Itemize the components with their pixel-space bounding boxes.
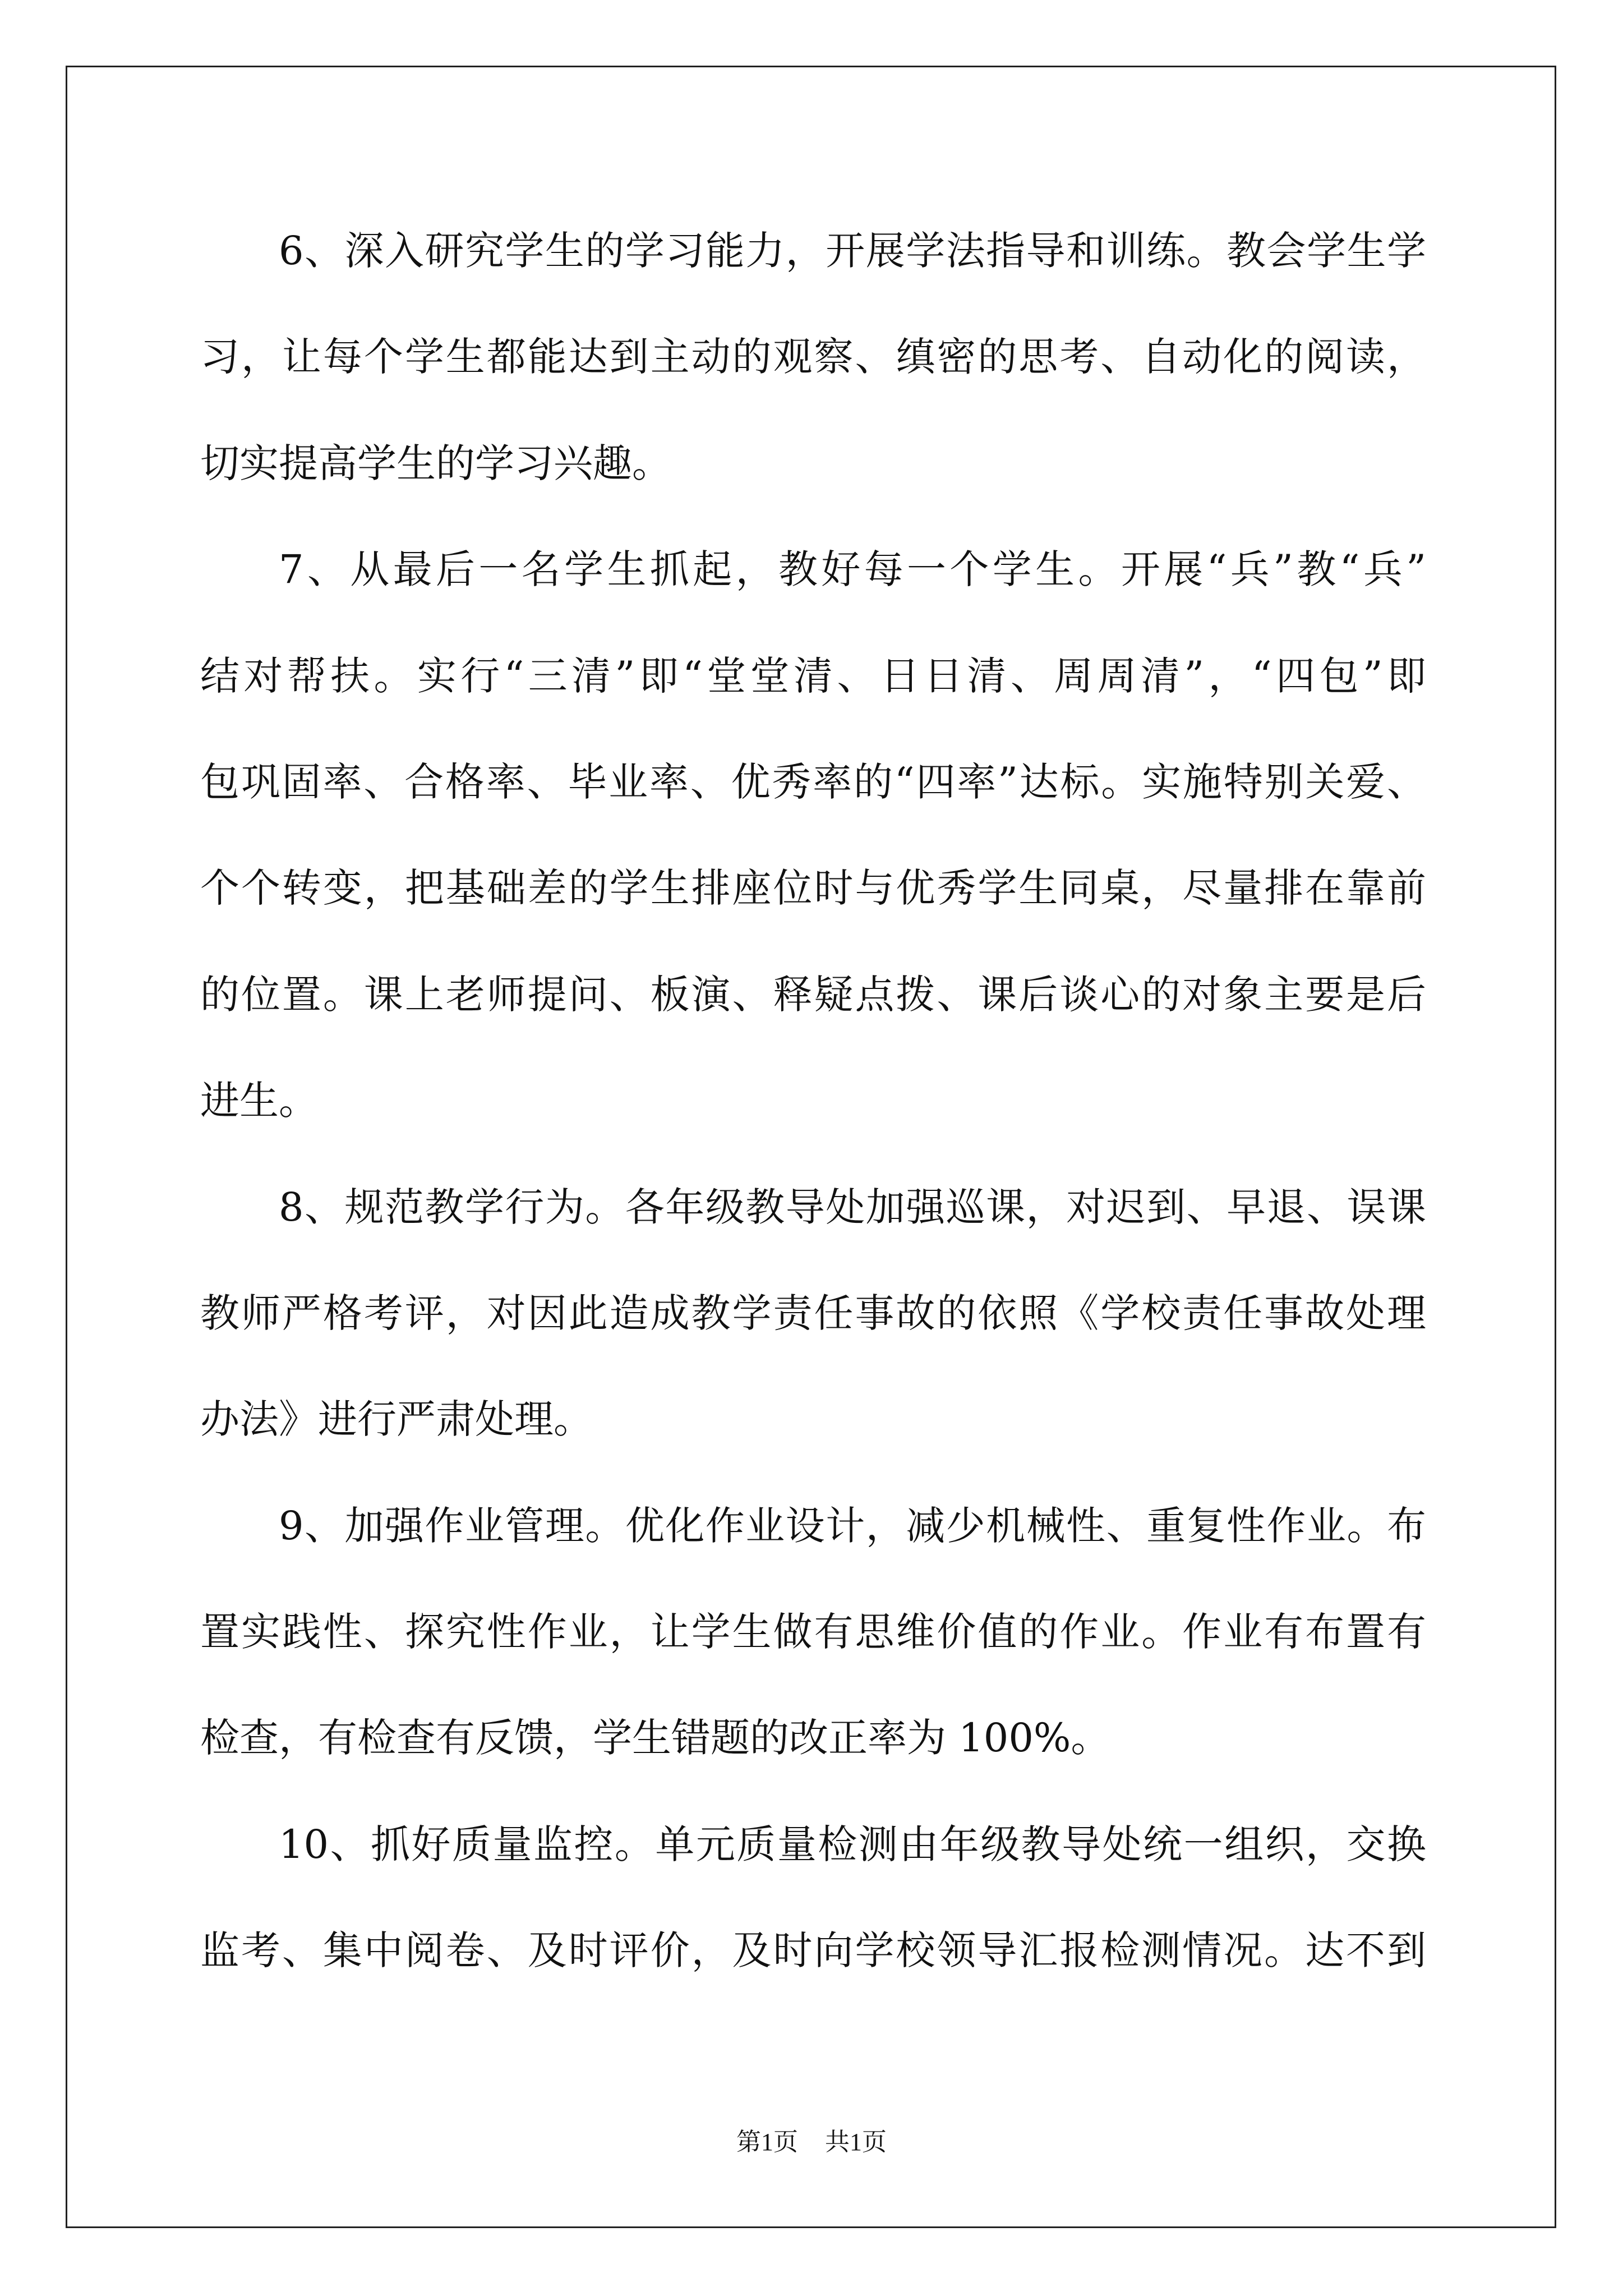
text-line: 包巩固率、合格率、毕业率、优秀率的“四率”达标。实施特别关爱、: [200, 758, 1426, 805]
text-line: 9、加强作业管理。优化作业设计，减少机械性、重复性作业。布: [279, 1502, 1426, 1549]
text-line: 切实提高学生的学习兴趣。: [200, 440, 671, 486]
paragraph-item-7: [200, 517, 1426, 1154]
text-line: 办法》进行严肃处理。: [200, 1396, 593, 1443]
text-line: 个个转变，把基础差的学生排座位时与优秀学生同桌，尽量排在靠前: [200, 865, 1426, 912]
text-line: 检查，有检查有反馈，学生错题的改正率为 100%。: [200, 1715, 1110, 1761]
text-line: 10、抓好质量监控。单元质量检测由年级教导处统一组织，交换: [279, 1821, 1426, 1867]
text-line: 进生。: [200, 1078, 318, 1124]
document-body: [200, 198, 1426, 2004]
text-line: 教师严格考评，对因此造成教学责任事故的依照《学校责任事故处理: [200, 1290, 1426, 1336]
text-line: 习，让每个学生都能达到主动的观察、缜密的思考、自动化的阅读，: [200, 334, 1426, 380]
text-line: 结对帮扶。实行“三清”即“堂堂清、日日清、周周清”，“四包”即: [200, 652, 1426, 699]
page-number: 第1页: [736, 2128, 798, 2156]
paragraph-item-9: [200, 1473, 1426, 1792]
text-line: 8、规范教学行为。各年级教导处加强巡课，对迟到、早退、误课: [279, 1184, 1426, 1230]
text-line: 7、从最后一名学生抓起，教好每一个学生。开展“兵”教“兵”: [279, 546, 1426, 593]
text-line: 置实践性、探究性作业，让学生做有思维价值的作业。作业有布置有: [200, 1609, 1426, 1655]
paragraph-item-6: [200, 198, 1426, 517]
text-line: 的位置。课上老师提问、板演、释疑点拨、课后谈心的对象主要是后: [200, 971, 1426, 1018]
page-total: 共1页: [825, 2128, 887, 2156]
paragraph-item-10: [200, 1792, 1426, 2004]
text-line: 监考、集中阅卷、及时评价，及时向学校领导汇报检测情况。达不到: [200, 1927, 1426, 1974]
paragraph-item-8: [200, 1154, 1426, 1473]
text-line: 6、深入研究学生的学习能力，开展学法指导和训练。教会学生学: [279, 228, 1426, 274]
page-footer: [0, 2125, 1623, 2159]
